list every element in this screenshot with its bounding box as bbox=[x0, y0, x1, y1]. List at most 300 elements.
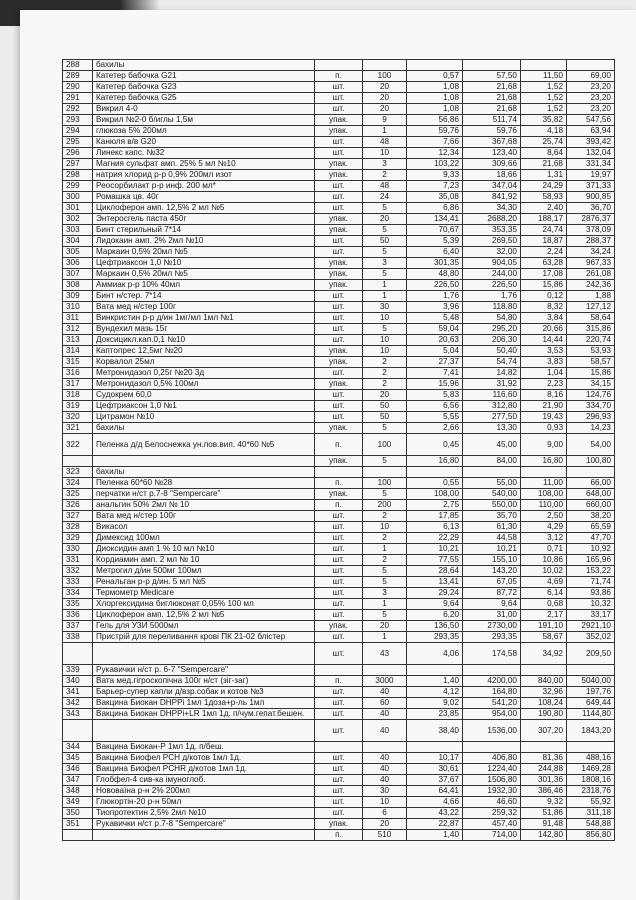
total-cell: 132,04 bbox=[567, 148, 615, 159]
vat-cell: 3,83 bbox=[521, 357, 567, 368]
row-number-cell: 315 bbox=[63, 357, 93, 368]
row-number-cell: 301 bbox=[63, 203, 93, 214]
unit-cell: упак. bbox=[315, 225, 363, 236]
vat-cell: 19,43 bbox=[521, 412, 567, 423]
sum-cell: 1932,30 bbox=[463, 786, 521, 797]
unit-price-cell: 6,13 bbox=[407, 522, 463, 533]
sum-cell: 295,20 bbox=[463, 324, 521, 335]
item-name-cell: Вата мед н/стер 100г bbox=[93, 511, 315, 522]
quantity-cell: 2 bbox=[363, 555, 407, 566]
table-row bbox=[63, 632, 615, 643]
unit-price-cell: 3,96 bbox=[407, 302, 463, 313]
table-row bbox=[63, 280, 615, 291]
row-number-cell: 296 bbox=[63, 148, 93, 159]
quantity-cell: 50 bbox=[363, 236, 407, 247]
total-cell: 209,50 bbox=[567, 643, 615, 665]
row-number-cell: 310 bbox=[63, 302, 93, 313]
unit-cell: шт. bbox=[315, 368, 363, 379]
quantity-cell: 40 bbox=[363, 720, 407, 742]
table-row bbox=[63, 577, 615, 588]
total-cell: 1469,28 bbox=[567, 764, 615, 775]
vat-cell: 1,52 bbox=[521, 93, 567, 104]
total-cell: 900,85 bbox=[567, 192, 615, 203]
unit-cell: шт. bbox=[315, 786, 363, 797]
table-row bbox=[63, 104, 615, 115]
item-name-cell: Маркаин 0,5% 20мл №5 bbox=[93, 269, 315, 280]
quantity-cell: 10 bbox=[363, 522, 407, 533]
quantity-cell: 5 bbox=[363, 610, 407, 621]
item-name-cell: бахилы bbox=[93, 60, 315, 71]
total-cell: 488,16 bbox=[567, 753, 615, 764]
quantity-cell: 10 bbox=[363, 797, 407, 808]
sum-cell: 541,20 bbox=[463, 698, 521, 709]
table-row bbox=[63, 401, 615, 412]
item-name-cell: Доксицикл.кап.0,1 №10 bbox=[93, 335, 315, 346]
vat-cell: 840,00 bbox=[521, 676, 567, 687]
table-row bbox=[63, 808, 615, 819]
item-name-cell: Метронидазол 0,25г №20 3д bbox=[93, 368, 315, 379]
total-cell: 5040,00 bbox=[567, 676, 615, 687]
item-name-cell: Бинт н/стер. 7*14 bbox=[93, 291, 315, 302]
row-number-cell: 337 bbox=[63, 621, 93, 632]
row-number-cell: 303 bbox=[63, 225, 93, 236]
sum-cell: 59,76 bbox=[463, 126, 521, 137]
sum-cell: 904,05 bbox=[463, 258, 521, 269]
table-row bbox=[63, 148, 615, 159]
unit-cell: шт. bbox=[315, 137, 363, 148]
row-number-cell bbox=[63, 720, 93, 742]
item-name-cell: Реосорбилакт р-р инф. 200 мл* bbox=[93, 181, 315, 192]
unit-price-cell: 59,76 bbox=[407, 126, 463, 137]
quantity-cell bbox=[363, 665, 407, 676]
item-name-cell: Линекс капс. №32 bbox=[93, 148, 315, 159]
table-row bbox=[63, 478, 615, 489]
quantity-cell: 20 bbox=[363, 621, 407, 632]
sum-cell: 550,00 bbox=[463, 500, 521, 511]
unit-cell: шт. bbox=[315, 698, 363, 709]
quantity-cell: 50 bbox=[363, 412, 407, 423]
quantity-cell: 5 bbox=[363, 203, 407, 214]
total-cell bbox=[567, 467, 615, 478]
row-number-cell: 348 bbox=[63, 786, 93, 797]
quantity-cell: 1 bbox=[363, 280, 407, 291]
vat-cell: 32,96 bbox=[521, 687, 567, 698]
unit-cell: шт. bbox=[315, 775, 363, 786]
sum-cell: 87,72 bbox=[463, 588, 521, 599]
total-cell: 36,70 bbox=[567, 203, 615, 214]
total-cell: 547,56 bbox=[567, 115, 615, 126]
quantity-cell: 3 bbox=[363, 258, 407, 269]
unit-cell: шт. bbox=[315, 401, 363, 412]
unit-price-cell: 0,45 bbox=[407, 434, 463, 456]
item-name-cell bbox=[93, 720, 315, 742]
total-cell: 2921,10 bbox=[567, 621, 615, 632]
unit-cell: шт. bbox=[315, 720, 363, 742]
vat-cell: 91,48 bbox=[521, 819, 567, 830]
unit-cell: упак. bbox=[315, 126, 363, 137]
sum-cell: 841,92 bbox=[463, 192, 521, 203]
unit-cell: шт. bbox=[315, 203, 363, 214]
vat-cell: 10,02 bbox=[521, 566, 567, 577]
unit-price-cell: 30,61 bbox=[407, 764, 463, 775]
quantity-cell: 30 bbox=[363, 786, 407, 797]
sum-cell: 511,74 bbox=[463, 115, 521, 126]
quantity-cell: 1 bbox=[363, 291, 407, 302]
unit-cell: шт. bbox=[315, 709, 363, 720]
unit-price-cell: 27,37 bbox=[407, 357, 463, 368]
vat-cell: 3,12 bbox=[521, 533, 567, 544]
vat-cell: 58,67 bbox=[521, 632, 567, 643]
unit-cell: шт. bbox=[315, 566, 363, 577]
sum-cell: 714,00 bbox=[463, 830, 521, 841]
row-number-cell: 292 bbox=[63, 104, 93, 115]
quantity-cell: 2 bbox=[363, 170, 407, 181]
vat-cell: 307,20 bbox=[521, 720, 567, 742]
row-number-cell: 291 bbox=[63, 93, 93, 104]
total-cell: 660,00 bbox=[567, 500, 615, 511]
row-number-cell: 318 bbox=[63, 390, 93, 401]
row-number-cell: 302 bbox=[63, 214, 93, 225]
table-row bbox=[63, 709, 615, 720]
quantity-cell: 100 bbox=[363, 478, 407, 489]
unit-cell: упак. bbox=[315, 621, 363, 632]
row-number-cell: 317 bbox=[63, 379, 93, 390]
total-cell: 58,64 bbox=[567, 313, 615, 324]
table-row bbox=[63, 225, 615, 236]
sum-cell: 123,40 bbox=[463, 148, 521, 159]
item-name-cell: Цефтриаксон 1,0 №10 bbox=[93, 258, 315, 269]
total-cell: 153,22 bbox=[567, 566, 615, 577]
total-cell bbox=[567, 60, 615, 71]
total-cell: 124,76 bbox=[567, 390, 615, 401]
vat-cell: 1,31 bbox=[521, 170, 567, 181]
item-name-cell: Винкристин р-р д/ин 1мг/мл 1мл №1 bbox=[93, 313, 315, 324]
item-name-cell: Цефтриаксон 1,0 №1 bbox=[93, 401, 315, 412]
total-cell: 649,44 bbox=[567, 698, 615, 709]
vat-cell bbox=[521, 467, 567, 478]
total-cell: 1144,80 bbox=[567, 709, 615, 720]
vat-cell: 14,44 bbox=[521, 335, 567, 346]
total-cell: 63,94 bbox=[567, 126, 615, 137]
vat-cell: 34,92 bbox=[521, 643, 567, 665]
item-name-cell: Викасол bbox=[93, 522, 315, 533]
unit-price-cell: 1,40 bbox=[407, 676, 463, 687]
quantity-cell: 43 bbox=[363, 643, 407, 665]
item-name-cell: анальгин 50% 2мл № 10 bbox=[93, 500, 315, 511]
row-number-cell: 332 bbox=[63, 566, 93, 577]
table-row bbox=[63, 379, 615, 390]
item-name-cell: Термометр Medicare bbox=[93, 588, 315, 599]
unit-price-cell: 1,08 bbox=[407, 93, 463, 104]
vat-cell: 0,93 bbox=[521, 423, 567, 434]
item-name-cell: Вата мед н/стер 100г bbox=[93, 302, 315, 313]
total-cell: 261,08 bbox=[567, 269, 615, 280]
vat-cell: 11,00 bbox=[521, 478, 567, 489]
row-number-cell: 346 bbox=[63, 764, 93, 775]
item-name-cell: Маркаин 0,5% 20мл №5 bbox=[93, 247, 315, 258]
item-name-cell: Энтеросгель паста 450г bbox=[93, 214, 315, 225]
unit-price-cell: 13,41 bbox=[407, 577, 463, 588]
unit-cell: шт. bbox=[315, 588, 363, 599]
total-cell: 55,92 bbox=[567, 797, 615, 808]
item-name-cell: Глобфел-4 сив-ка імуноглоб. bbox=[93, 775, 315, 786]
total-cell: 288,37 bbox=[567, 236, 615, 247]
table-row bbox=[63, 764, 615, 775]
vat-cell: 244,88 bbox=[521, 764, 567, 775]
row-number-cell: 297 bbox=[63, 159, 93, 170]
quantity-cell: 20 bbox=[363, 82, 407, 93]
unit-price-cell: 5,04 bbox=[407, 346, 463, 357]
quantity-cell: 40 bbox=[363, 775, 407, 786]
sum-cell: 457,40 bbox=[463, 819, 521, 830]
item-name-cell: Вакцина Биокан-Р 1мл 1д. п/беш. bbox=[93, 742, 315, 753]
sum-cell: 57,50 bbox=[463, 71, 521, 82]
total-cell: 47,70 bbox=[567, 533, 615, 544]
total-cell: 23,20 bbox=[567, 104, 615, 115]
unit-cell: шт. bbox=[315, 808, 363, 819]
row-number-cell: 335 bbox=[63, 599, 93, 610]
table-row bbox=[63, 720, 615, 742]
item-name-cell: Циклоферон амп. 12,5% 2 мл №5 bbox=[93, 203, 315, 214]
unit-cell: шт. bbox=[315, 555, 363, 566]
unit-cell: шт. bbox=[315, 764, 363, 775]
unit-price-cell: 2,66 bbox=[407, 423, 463, 434]
total-cell: 2318,76 bbox=[567, 786, 615, 797]
sum-cell: 54,80 bbox=[463, 313, 521, 324]
vat-cell: 58,93 bbox=[521, 192, 567, 203]
table-row bbox=[63, 786, 615, 797]
row-number-cell bbox=[63, 643, 93, 665]
sum-cell bbox=[463, 60, 521, 71]
row-number-cell: 343 bbox=[63, 709, 93, 720]
table-row bbox=[63, 302, 615, 313]
unit-price-cell: 16,80 bbox=[407, 456, 463, 467]
item-name-cell: Магния сульфат амп. 25% 5 мл №10 bbox=[93, 159, 315, 170]
unit-cell: шт. bbox=[315, 192, 363, 203]
quantity-cell: 100 bbox=[363, 434, 407, 456]
row-number-cell: 350 bbox=[63, 808, 93, 819]
unit-cell: шт. bbox=[315, 181, 363, 192]
unit-cell: упак. bbox=[315, 423, 363, 434]
unit-price-cell: 7,66 bbox=[407, 137, 463, 148]
total-cell: 1808,16 bbox=[567, 775, 615, 786]
unit-price-cell: 6,56 bbox=[407, 401, 463, 412]
table-row bbox=[63, 236, 615, 247]
unit-price-cell: 10,21 bbox=[407, 544, 463, 555]
unit-price-cell: 6,20 bbox=[407, 610, 463, 621]
unit-price-cell: 4,66 bbox=[407, 797, 463, 808]
sum-cell: 21,68 bbox=[463, 104, 521, 115]
item-name-cell: Нововаїна р-н 2% 200мл bbox=[93, 786, 315, 797]
unit-price-cell: 6,40 bbox=[407, 247, 463, 258]
quantity-cell: 1 bbox=[363, 126, 407, 137]
quantity-cell: 5 bbox=[363, 269, 407, 280]
table-row bbox=[63, 797, 615, 808]
sum-cell: 155,10 bbox=[463, 555, 521, 566]
unit-price-cell: 5,39 bbox=[407, 236, 463, 247]
unit-cell: упак. bbox=[315, 819, 363, 830]
unit-price-cell: 10,17 bbox=[407, 753, 463, 764]
unit-cell: упак. bbox=[315, 280, 363, 291]
unit-price-cell: 108,00 bbox=[407, 489, 463, 500]
row-number-cell: 349 bbox=[63, 797, 93, 808]
vat-cell: 2,40 bbox=[521, 203, 567, 214]
quantity-cell: 1 bbox=[363, 632, 407, 643]
table-row bbox=[63, 698, 615, 709]
item-name-cell: Вакцина Биокан DHPPi 1мл 1доза+р-ль 1мл bbox=[93, 698, 315, 709]
sum-cell: 2688,20 bbox=[463, 214, 521, 225]
item-name-cell: Диоксидин амп 1 % 10 мл №10 bbox=[93, 544, 315, 555]
unit-cell: п. bbox=[315, 71, 363, 82]
item-name-cell: Аммиак р-р 10% 40мл bbox=[93, 280, 315, 291]
total-cell: 197,76 bbox=[567, 687, 615, 698]
row-number-cell: 298 bbox=[63, 170, 93, 181]
table-row bbox=[63, 269, 615, 280]
total-cell: 1843,20 bbox=[567, 720, 615, 742]
unit-cell: шт. bbox=[315, 247, 363, 258]
sum-cell: 31,92 bbox=[463, 379, 521, 390]
table-row bbox=[63, 599, 615, 610]
vat-cell: 0,68 bbox=[521, 599, 567, 610]
sum-cell: 32,00 bbox=[463, 247, 521, 258]
table-row bbox=[63, 159, 615, 170]
quantity-cell: 2 bbox=[363, 357, 407, 368]
table-row bbox=[63, 115, 615, 126]
sum-cell: 1224,40 bbox=[463, 764, 521, 775]
item-name-cell: Циклоферон амп. 12,5% 2 мл №5 bbox=[93, 610, 315, 621]
item-name-cell: Корвалол 25мл bbox=[93, 357, 315, 368]
total-cell: 127,12 bbox=[567, 302, 615, 313]
sum-cell: 259,32 bbox=[463, 808, 521, 819]
sum-cell: 54,74 bbox=[463, 357, 521, 368]
vat-cell: 9,00 bbox=[521, 434, 567, 456]
vat-cell: 25,74 bbox=[521, 137, 567, 148]
unit-price-cell: 77,55 bbox=[407, 555, 463, 566]
unit-price-cell: 29,24 bbox=[407, 588, 463, 599]
sum-cell: 44,58 bbox=[463, 533, 521, 544]
item-name-cell: Викрил 4-0 bbox=[93, 104, 315, 115]
vat-cell: 2,50 bbox=[521, 511, 567, 522]
unit-cell: шт. bbox=[315, 522, 363, 533]
unit-price-cell bbox=[407, 665, 463, 676]
item-name-cell: Кордиамин амп. 2 мл № 10 bbox=[93, 555, 315, 566]
vat-cell: 35,82 bbox=[521, 115, 567, 126]
quantity-cell: 48 bbox=[363, 137, 407, 148]
quantity-cell: 510 bbox=[363, 830, 407, 841]
price-table-body bbox=[63, 60, 615, 841]
table-row bbox=[63, 357, 615, 368]
row-number-cell: 311 bbox=[63, 313, 93, 324]
unit-price-cell: 70,67 bbox=[407, 225, 463, 236]
total-cell: 71,74 bbox=[567, 577, 615, 588]
row-number-cell: 306 bbox=[63, 258, 93, 269]
unit-price-cell bbox=[407, 60, 463, 71]
sum-cell: 4200,00 bbox=[463, 676, 521, 687]
table-row bbox=[63, 214, 615, 225]
unit-price-cell: 293,35 bbox=[407, 632, 463, 643]
table-row bbox=[63, 170, 615, 181]
item-name-cell: Судокрем 60,0 bbox=[93, 390, 315, 401]
sum-cell: 9,64 bbox=[463, 599, 521, 610]
unit-price-cell: 28,64 bbox=[407, 566, 463, 577]
table-row bbox=[63, 643, 615, 665]
row-number-cell: 290 bbox=[63, 82, 93, 93]
vat-cell: 2,23 bbox=[521, 379, 567, 390]
table-row bbox=[63, 511, 615, 522]
row-number-cell bbox=[63, 830, 93, 841]
row-number-cell: 319 bbox=[63, 401, 93, 412]
item-name-cell: Димексид 100мл bbox=[93, 533, 315, 544]
item-name-cell: Тиопротектин 2,5% 2мл №10 bbox=[93, 808, 315, 819]
total-cell: 15,86 bbox=[567, 368, 615, 379]
table-row bbox=[63, 412, 615, 423]
sum-cell: 18,66 bbox=[463, 170, 521, 181]
unit-price-cell: 4,12 bbox=[407, 687, 463, 698]
item-name-cell: Канюля в/в G20 bbox=[93, 137, 315, 148]
row-number-cell: 294 bbox=[63, 126, 93, 137]
unit-price-cell: 136,50 bbox=[407, 621, 463, 632]
item-name-cell: Рукавички н/ст р. 6-7 "Sempercare" bbox=[93, 665, 315, 676]
vat-cell: 4,29 bbox=[521, 522, 567, 533]
item-name-cell: Вундехил мазь 15г bbox=[93, 324, 315, 335]
unit-cell bbox=[315, 467, 363, 478]
total-cell: 393,42 bbox=[567, 137, 615, 148]
table-row bbox=[63, 676, 615, 687]
sum-cell: 143,20 bbox=[463, 566, 521, 577]
unit-cell: п. bbox=[315, 434, 363, 456]
row-number-cell: 334 bbox=[63, 588, 93, 599]
sum-cell: 84,00 bbox=[463, 456, 521, 467]
row-number-cell: 308 bbox=[63, 280, 93, 291]
unit-price-cell bbox=[407, 467, 463, 478]
unit-price-cell: 22,87 bbox=[407, 819, 463, 830]
unit-price-cell: 226,50 bbox=[407, 280, 463, 291]
unit-cell: шт. bbox=[315, 236, 363, 247]
sum-cell: 309,66 bbox=[463, 159, 521, 170]
total-cell: 69,00 bbox=[567, 71, 615, 82]
unit-price-cell: 9,33 bbox=[407, 170, 463, 181]
row-number-cell: 300 bbox=[63, 192, 93, 203]
unit-price-cell: 1,08 bbox=[407, 82, 463, 93]
row-number-cell: 295 bbox=[63, 137, 93, 148]
unit-cell: шт. bbox=[315, 599, 363, 610]
quantity-cell: 1 bbox=[363, 544, 407, 555]
sum-cell: 406,80 bbox=[463, 753, 521, 764]
table-row bbox=[63, 434, 615, 456]
sum-cell: 269,50 bbox=[463, 236, 521, 247]
vat-cell bbox=[521, 665, 567, 676]
vat-cell: 4,18 bbox=[521, 126, 567, 137]
total-cell: 33,17 bbox=[567, 610, 615, 621]
row-number-cell: 333 bbox=[63, 577, 93, 588]
total-cell: 378,09 bbox=[567, 225, 615, 236]
quantity-cell: 40 bbox=[363, 753, 407, 764]
vat-cell: 8,64 bbox=[521, 148, 567, 159]
table-row bbox=[63, 544, 615, 555]
item-name-cell: Лидокаин амп. 2% 2мл №10 bbox=[93, 236, 315, 247]
row-number-cell: 336 bbox=[63, 610, 93, 621]
table-row bbox=[63, 566, 615, 577]
unit-price-cell: 56,86 bbox=[407, 115, 463, 126]
item-name-cell: Пристрій для переливання крові ПК 21-02 блістер bbox=[93, 632, 315, 643]
table-row bbox=[63, 82, 615, 93]
item-name-cell: Катетер бабочка G21 bbox=[93, 71, 315, 82]
vat-cell: 3,53 bbox=[521, 346, 567, 357]
sum-cell: 367,68 bbox=[463, 137, 521, 148]
item-name-cell: глюкоза 5% 200мл bbox=[93, 126, 315, 137]
vat-cell: 1,52 bbox=[521, 104, 567, 115]
unit-cell: шт. bbox=[315, 610, 363, 621]
